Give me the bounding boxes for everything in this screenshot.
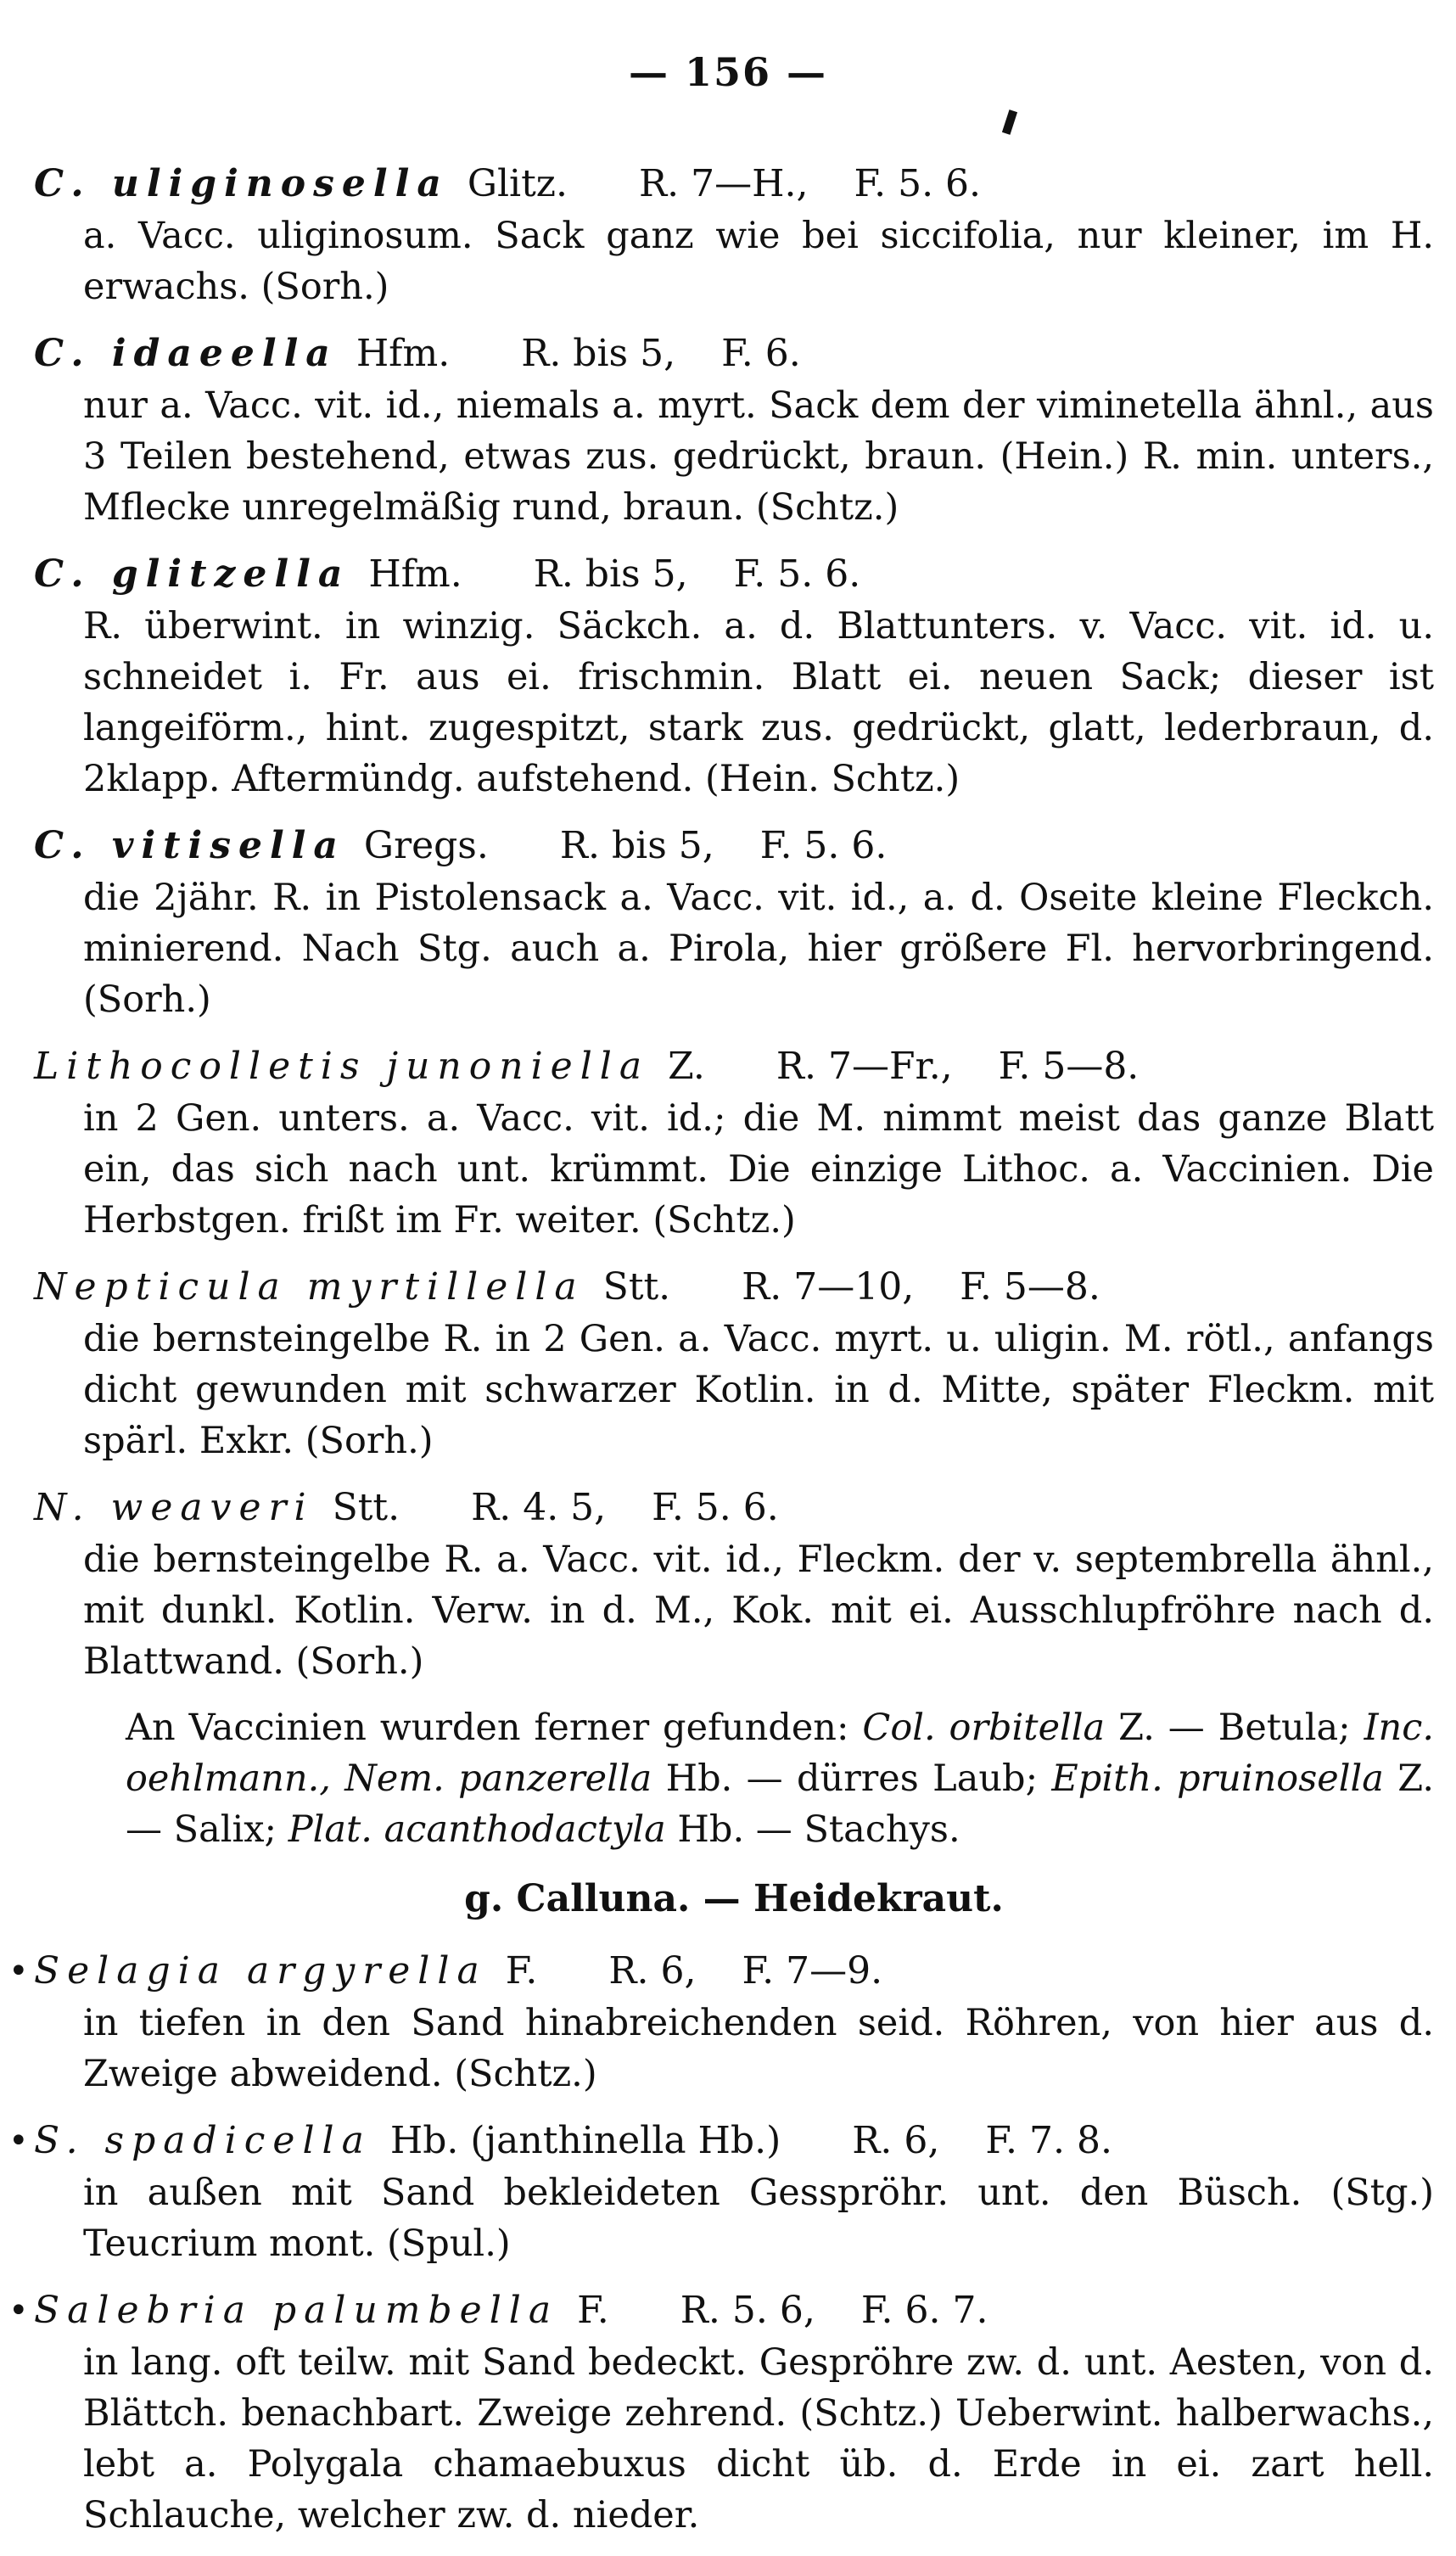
- taxon-name: C. vitisella: [34, 824, 345, 867]
- flight-period: F. 6.: [721, 332, 801, 375]
- larva-period: R. 7—Fr.,: [776, 1045, 953, 1088]
- section-heading: g. Calluna. — Heidekraut.: [464, 1877, 1004, 1920]
- taxon-name: C. uliginosella: [34, 162, 449, 205]
- author: Z.: [668, 1045, 705, 1088]
- flight-period: F. 5. 6.: [854, 162, 982, 205]
- flight-period: F. 6. 7.: [860, 2289, 988, 2332]
- note-taxon: Plat. acanthodactyla: [288, 1808, 666, 1851]
- taxon-name: Salebria palumbella: [34, 2289, 559, 2332]
- larva-period: R. 6,: [852, 2119, 940, 2162]
- species-entry: [34, 820, 1434, 1025]
- entry-heading: [34, 328, 1434, 380]
- larva-period: R. bis 5,: [533, 552, 688, 596]
- species-entry: [34, 328, 1434, 533]
- entry-heading: [8, 1945, 1434, 1998]
- entry-description: nur a. Vacc. vit. id., niemals a. myrt. Sack dem der viminetella ähnl., aus 3 Teilen bestehend, etwas zus. gedrückt, braun. (Hein.) R. min. unters., Mflecke unregelmäßig rund, braun. (Schtz.): [83, 384, 1434, 529]
- entry-description: in 2 Gen. unters. a. Vacc. vit. id.; die M. nimmt meist das ganze Blatt ein, das sich nach unt. krümmt. Die einzige Lithoc. a. Vaccinien. Die Herbstgen. frißt im Fr. weiter. (Schtz.): [83, 1097, 1434, 1242]
- author: Hfm.: [368, 552, 462, 596]
- flight-period: F. 5—8.: [960, 1265, 1100, 1309]
- note-text: Hb. — Stachys.: [665, 1808, 960, 1851]
- entry-description: die 2jähr. R. in Pistolensack a. Vacc. vit. id., a. d. Oseite kleine Fleckch. minierend. Nach Stg. auch a. Pirola, hier größere Fl. hervorbringend. (Sorh.): [83, 877, 1434, 1021]
- page-number: — 156 —: [628, 49, 828, 95]
- author: Hfm.: [356, 332, 451, 375]
- entry-description: in außen mit Sand bekleideten Gesspröhr. unt. den Büsch. (Stg.) Teucrium mont. (Spul.): [83, 2172, 1434, 2265]
- taxon-name: Nepticula myrtillella: [34, 1265, 585, 1309]
- note-taxon: Inc. oehlmann., Nem. panzerella: [126, 1707, 1434, 1800]
- taxon-name: N. weaveri: [34, 1486, 314, 1529]
- entry-heading: [34, 1261, 1434, 1314]
- entry-description: a. Vacc. uliginosum. Sack ganz wie bei siccifolia, nur kleiner, im H. erwachs. (Sorh.): [83, 215, 1434, 308]
- entry-heading: [8, 2284, 1434, 2337]
- bullet-marker: •: [8, 2291, 29, 2330]
- ink-mark: [1002, 109, 1017, 135]
- species-entry: [8, 2284, 1434, 2541]
- author: Stt.: [332, 1486, 400, 1529]
- larva-period: R. 7—H.,: [638, 162, 809, 205]
- flight-period: F. 5. 6.: [652, 1486, 779, 1529]
- larva-period: R. 6,: [608, 1949, 697, 1993]
- bullet-marker: •: [8, 1952, 29, 1991]
- text-column: [8, 158, 1434, 2556]
- note-taxon: Epith. pruinosella: [1051, 1757, 1384, 1800]
- taxon-name: Selagia argyrella: [34, 1949, 487, 1993]
- larva-period: R. 5. 6,: [680, 2289, 815, 2332]
- note-taxon: Col. orbitella: [862, 1707, 1106, 1749]
- entry-heading: [34, 158, 1434, 210]
- note-text: Z. — Betula;: [1105, 1707, 1364, 1749]
- flight-period: F. 5—8.: [998, 1045, 1140, 1088]
- entry-description: in tiefen in den Sand hinabreichenden seid. Röhren, von hier aus d. Zweige abweidend. (Schtz.): [83, 2002, 1434, 2095]
- larva-period: R. bis 5,: [559, 824, 714, 867]
- entry-description: die bernsteingelbe R. in 2 Gen. a. Vacc. myrt. u. uligin. M. rötl., anfangs dicht gewunden mit schwarzer Kotlin. in d. Mitte, später Fleckm. mit spärl. Exkr. (Sorh.): [83, 1318, 1434, 1462]
- entry-description: R. überwint. in winzig. Säckch. a. d. Blattunters. v. Vacc. vit. id. u. schneidet i. Fr. aus ei. frischmin. Blatt ei. neuen Sack; dieser ist langeiförm., hint. zugespitzt, stark zus. gedrückt, glatt, lederbraun, d. 2klapp. Aftermündg. aufstehend. (Hein. Schtz.): [83, 605, 1434, 800]
- author: F.: [577, 2289, 609, 2332]
- entry-heading: [34, 820, 1434, 872]
- entry-heading: [34, 1482, 1434, 1534]
- author: F.: [505, 1949, 538, 1993]
- entry-description: die bernsteingelbe R. a. Vacc. vit. id., Fleckm. der v. septembrella ähnl., mit dunkl. Kotlin. Verw. in d. M., Kok. mit ei. Ausschlupfröhre nach d. Blattwand. (Sorh.): [83, 1539, 1434, 1683]
- taxon-name: S. spadicella: [34, 2119, 372, 2162]
- bullet-marker: •: [8, 2122, 29, 2161]
- entry-heading: [8, 2115, 1434, 2167]
- species-entry: [34, 1482, 1434, 1687]
- taxon-name: C. glitzella: [34, 552, 350, 596]
- species-entry: [8, 1945, 1434, 2099]
- note-text: Z. — Salix;: [126, 1757, 1434, 1851]
- author: Stt.: [602, 1265, 671, 1309]
- species-entry: [34, 1040, 1434, 1246]
- note-text: Hb. — dürres Laub;: [652, 1757, 1052, 1800]
- larva-period: R. 7—10,: [742, 1265, 915, 1309]
- species-entry: [34, 1261, 1434, 1466]
- flight-period: F. 7—9.: [742, 1949, 883, 1993]
- taxon-name: Lithocolletis junoniella: [34, 1045, 650, 1088]
- taxon-name: C. idaeella: [34, 332, 338, 375]
- species-entry: [34, 158, 1434, 312]
- author: Glitz.: [467, 162, 568, 205]
- species-entry: [34, 548, 1434, 804]
- entry-heading: [34, 1040, 1434, 1093]
- larva-period: R. 4. 5,: [471, 1486, 607, 1529]
- larva-period: R. bis 5,: [521, 332, 676, 375]
- flight-period: F. 5. 6.: [733, 552, 861, 596]
- flight-period: F. 5. 6.: [759, 824, 888, 867]
- author: Gregs.: [363, 824, 489, 867]
- note-intro: An Vaccinien wurden ferner gefunden:: [126, 1707, 849, 1749]
- author: Hb. (janthinella Hb.): [389, 2119, 781, 2162]
- species-entry: [8, 2115, 1434, 2269]
- entry-heading: [34, 548, 1434, 601]
- flight-period: F. 7. 8.: [985, 2119, 1112, 2162]
- entry-description: in lang. oft teilw. mit Sand bedeckt. Gespröhre zw. d. unt. Aesten, von d. Blättch. benachbart. Zweige zehrend. (Schtz.) Ueberwint. halberwachs., lebt a. Polygala chamaebuxus dicht üb. d. Erde in ei. zart hell. Schlauche, welcher zw. d. nieder.: [83, 2341, 1434, 2536]
- additional-finds-note: [34, 1702, 1434, 1855]
